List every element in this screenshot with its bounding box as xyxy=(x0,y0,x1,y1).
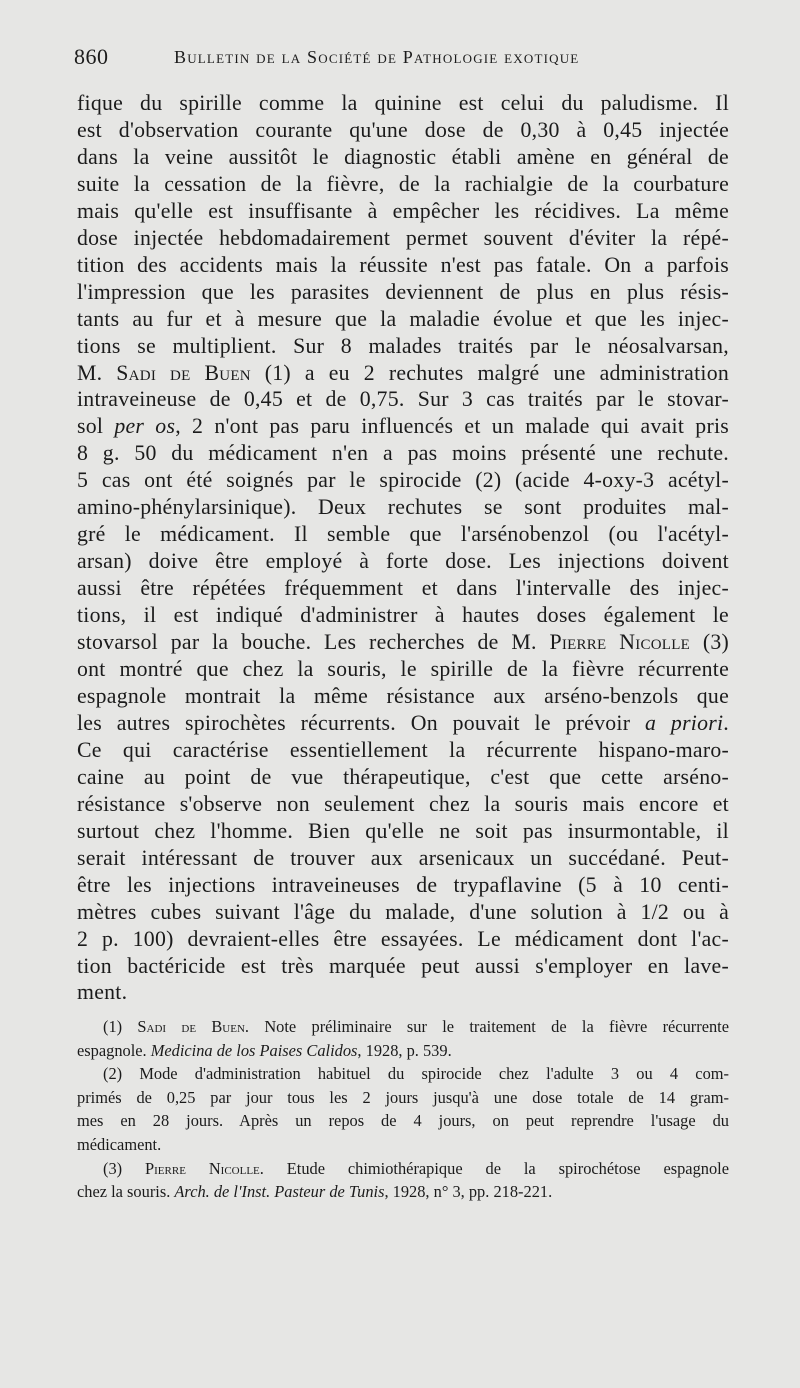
text-line: intraveineuse de 0,45 et de 0,75. Sur 3 cas traités par le stovar- xyxy=(77,387,729,412)
author-name: Sadi de Buen xyxy=(137,1017,245,1036)
text-line: mais qu'elle est insuffisante à empêcher les récidives. La même xyxy=(77,198,729,223)
text-line: ont montré que chez la souris, le spirille de la fièvre récurrente xyxy=(77,657,729,682)
text-line: gré le médicament. Il semble que l'arsénobenzol (ou l'acétyl- xyxy=(77,522,729,547)
text-line: tion bactéricide est très marquée peut aussi s'employer en lave- xyxy=(77,953,729,978)
text-run: (3) xyxy=(103,1158,146,1178)
text-line: être les injections intraveineuses de trypaflavine (5 à 10 centi- xyxy=(77,872,729,897)
text-line: ment. xyxy=(77,980,128,1005)
text-line: 2 p. 100) devraient-elles être essayées. Le médicament dont l'ac- xyxy=(77,926,729,951)
text-run: . Etude chimiothérapique de la spirochétose espagnole xyxy=(259,1158,729,1178)
text-run: chez la souris. xyxy=(77,1182,175,1202)
text-line: tition des accidents mais la réussite n'est pas fatale. On a parfois xyxy=(77,252,729,277)
italic-text: per os xyxy=(114,414,176,439)
running-title: Bulletin de la Société de Pathologie exotique xyxy=(174,47,580,67)
text-run: M. xyxy=(77,360,117,385)
text-line: 8 g. 50 du médicament n'en a pas moins présenté une rechute. xyxy=(77,441,729,466)
text-run: (1) xyxy=(103,1017,138,1036)
text-line: résistance s'observe non seulement chez la souris mais encore et xyxy=(77,791,729,816)
text-line: tants au fur et à mesure que la maladie évolue et que les injec- xyxy=(77,306,729,331)
text-line: tions, il est indiqué d'administrer à hautes doses également le xyxy=(77,603,729,628)
text-line: serait intéressant de trouver aux arsenicaux un succédané. Peut- xyxy=(77,845,729,870)
text-run: , 1928, n° 3, pp. 218-221. xyxy=(384,1182,553,1202)
text-line: dans la veine aussitôt le diagnostic établi amène en général de xyxy=(77,144,729,169)
text-line: aussi être répétées fréquemment et dans l'intervalle des injec- xyxy=(77,576,729,601)
text-run: sol xyxy=(77,414,115,439)
text-line xyxy=(77,360,729,387)
text-line xyxy=(77,629,729,656)
footnote xyxy=(77,1157,729,1204)
text-line: l'impression que les parasites deviennent de plus en plus résis- xyxy=(77,279,729,304)
text-line: 5 cas ont été soignés par le spirocide (2) (acide 4-oxy-3 acétyl- xyxy=(77,468,729,493)
text-run: , 2 n'ont pas paru influencés et un malade qui avait pris xyxy=(175,414,730,439)
text-line: mètres cubes suivant l'âge du malade, d'une solution à 1/2 ou à xyxy=(77,899,729,924)
footnote-line: (2) Mode d'administration habituel du spirocide chez l'adulte 3 ou 4 com- xyxy=(103,1064,729,1084)
text-run: (3) xyxy=(690,630,729,655)
text-run: . Note préliminaire sur le traitement de la fièvre récurrente xyxy=(244,1017,729,1036)
text-line: caine au point de vue thérapeutique, c'est que cette arséno- xyxy=(77,764,729,789)
footnote-line xyxy=(77,1015,729,1039)
page-number: 860 xyxy=(74,44,109,69)
text-run: . xyxy=(723,710,729,735)
text-line: est d'observation courante qu'une dose de 0,30 à 0,45 injectée xyxy=(77,117,729,142)
text-line: espagnole montrait la même résistance aux arséno-benzols que xyxy=(77,683,729,708)
text-line: amino-phénylarsinique). Deux rechutes se sont produites mal- xyxy=(77,495,729,520)
text-line: Ce qui caractérise essentiellement la récurrente hispano-maro- xyxy=(77,737,729,762)
text-line: arsan) doive être employé à forte dose. Les injections doivent xyxy=(77,549,729,574)
italic-text: Medicina de los Paises Calidos xyxy=(150,1040,358,1060)
text-line xyxy=(77,413,729,440)
footnote-line: mes en 28 jours. Après un repos de 4 jours, on peut reprendre l'usage du xyxy=(77,1111,729,1131)
footnote-line: médicament. xyxy=(77,1134,162,1154)
italic-text: Arch. de l'Inst. Pasteur de Tunis xyxy=(174,1182,385,1202)
page-header xyxy=(74,44,734,78)
text-line: tions se multiplient. Sur 8 malades traités par le néosalvarsan, xyxy=(77,333,729,358)
author-name: Pierre Nicolle xyxy=(145,1158,260,1178)
footnotes xyxy=(77,1015,729,1204)
text-line: surtout chez l'homme. Bien qu'elle ne soit pas insurmontable, il xyxy=(77,818,729,843)
footnote xyxy=(77,1062,729,1156)
footnote-line xyxy=(77,1157,729,1181)
author-name: Sadi de Buen xyxy=(116,360,251,385)
text-line: dose injectée hebdomadairement permet souvent d'éviter la répé- xyxy=(77,225,729,250)
italic-text: a priori xyxy=(645,710,724,735)
main-text xyxy=(77,90,729,1006)
text-run: les autres spirochètes récurrents. On pouvait le prévoir xyxy=(77,710,645,735)
text-run: stovarsol par la bouche. Les recherches de M. xyxy=(77,630,550,655)
text-line: suite la cessation de la fièvre, de la rachialgie de la courbature xyxy=(77,171,729,196)
footnote-line: primés de 0,25 par jour tous les 2 jours jusqu'à une dose totale de 14 gram- xyxy=(77,1087,729,1107)
text-run: espagnole. xyxy=(77,1040,151,1060)
text-run: , 1928, p. 539. xyxy=(357,1040,452,1060)
text-line: fique du spirille comme la quinine est celui du paludisme. Il xyxy=(77,91,729,115)
author-name: Pierre Nicolle xyxy=(549,630,691,655)
text-line xyxy=(77,710,729,737)
footnote-line xyxy=(77,1039,729,1063)
text-run: (1) a eu 2 rechutes malgré une administration xyxy=(250,360,729,385)
footnote-line xyxy=(77,1180,729,1204)
footnote xyxy=(77,1015,729,1062)
